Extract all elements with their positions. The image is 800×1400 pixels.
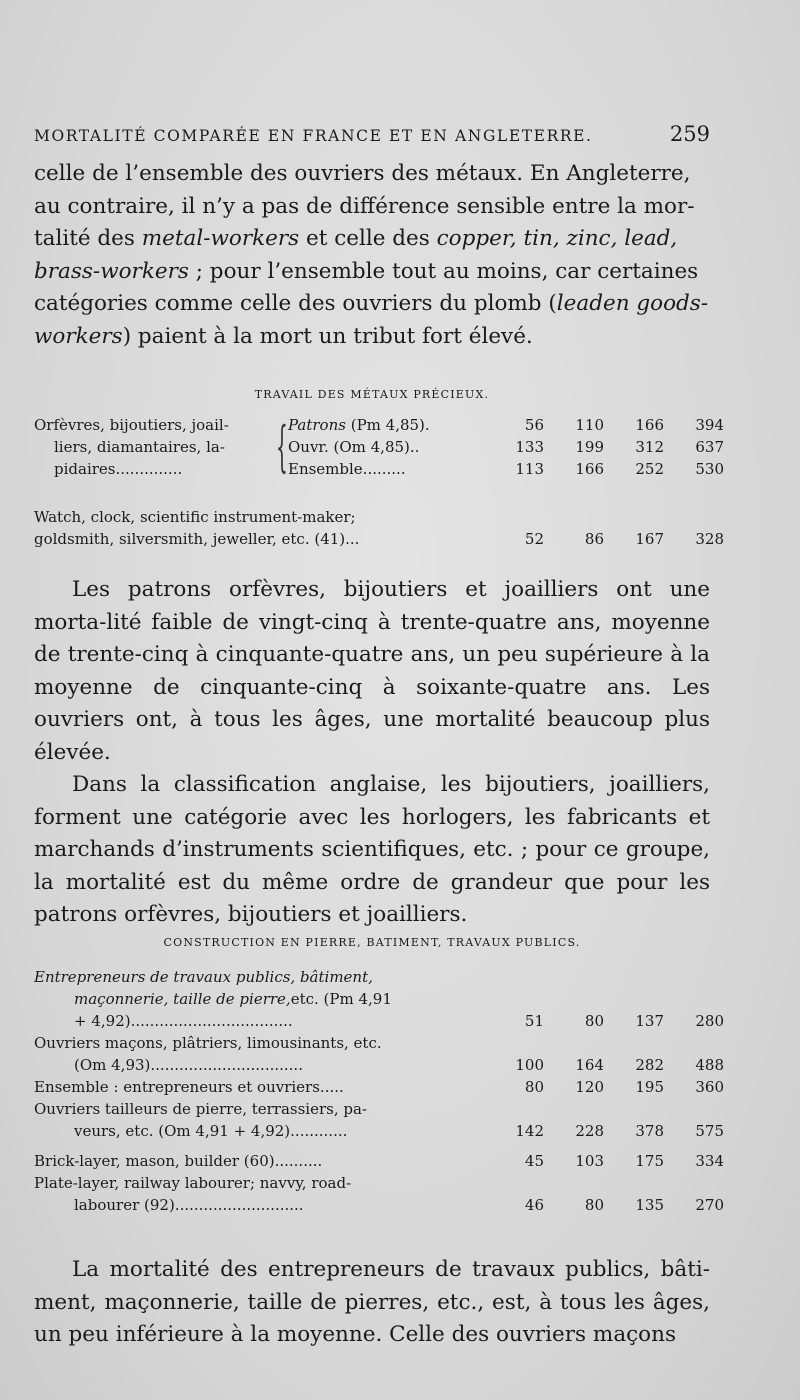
brace-rows <box>288 414 724 480</box>
table-row: + 4,92).................................. 51 80 137 280 <box>74 1012 724 1030</box>
table-row: veurs, etc. (Om 4,91 + 4,92)............ 142 228 378 575 <box>74 1122 724 1140</box>
table-row: maçonnerie, taille de pierre, etc. (Pm 4,91 <box>74 990 392 1008</box>
table-row: Ensemble : entrepreneurs et ouvriers..... 80 120 195 360 <box>34 1078 724 1096</box>
table-row: Entrepreneurs de travaux publics, bâtiment, <box>34 968 373 986</box>
table-row: Ensemble......... 113 166 252 530 <box>288 460 724 478</box>
text-line: workers) paient à la mort un tribut fort élevé. <box>34 323 533 349</box>
paragraph-metal-workers <box>34 158 710 353</box>
table-row: Plate-layer, railway labourer; navvy, road- <box>34 1174 352 1192</box>
table-row: Ouvr. (Om 4,85).. 133 199 312 637 <box>288 438 724 456</box>
text-line: talité des metal-workers et celle des copper, tin, zinc, lead, <box>34 226 678 251</box>
table-row: Ouvriers tailleurs de pierre, terrassiers, pa- <box>34 1100 368 1118</box>
text-line: catégories comme celle des ouvriers du plomb (leaden goods- <box>34 291 709 316</box>
running-header <box>34 122 710 146</box>
table-caption-precious-metals: TRAVAIL DES MÉTAUX PRÉCIEUX. <box>254 388 490 401</box>
paragraph-entrepreneurs: La mortalité des entrepreneurs de travaux publics, bâti-ment, maçonnerie, taille de pierres, etc., est, à tous les âges, un peu inférieure à la moyenne. Celle des ouvriers maçons <box>34 1257 710 1347</box>
table-row: (Om 4,93)................................ 100 164 282 488 <box>74 1056 724 1074</box>
brace-group <box>34 414 734 480</box>
table-precious-metals <box>34 414 734 550</box>
text-line: brass-workers ; pour l’ensemble tout au moins, car certaines <box>34 258 699 284</box>
paragraph-patrons-orfevres: Les patrons orfèvres, bijoutiers et joailliers ont une morta-lité faible de vingt-cinq à trente-quatre ans, moyenne de trente-cinq à cinquante-quatre ans, un peu supérieure à la moyenne de cinquante-cinq à soixante-quatre ans. Les ouvriers ont, à tous les âges, une mortalité beaucoup plus élevée. Dans la classification anglaise, les bijoutiers, joailliers, forment une catégorie avec les horlogers, les fabricants et marchands d’instruments scientifiques, etc. ; pour ce groupe, la mortalité est du même ordre de grandeur que pour les patrons orfèvres, bijoutiers et joailliers. <box>34 574 710 932</box>
text-line: au contraire, il n’y a pas de différence sensible entre la mor- <box>34 193 695 219</box>
group-label: Orfèvres, bijoutiers, joail- liers, diamantaires, la- pidaires.............. <box>34 416 229 478</box>
text-line: celle de l’ensemble des ouvriers des métaux. En Angleterre, <box>34 161 691 186</box>
table-caption-construction: CONSTRUCTION EN PIERRE, BATIMENT, TRAVAUX PUBLICS. <box>163 936 581 949</box>
running-title: MORTALITÉ COMPARÉE EN FRANCE ET EN ANGLETERRE. <box>34 127 593 145</box>
table-row: Brick-layer, mason, builder (60).......... 45 103 175 334 <box>34 1152 724 1170</box>
paragraph-classification: Dans la classification anglaise, les bijoutiers, joailliers, forment une catégorie avec les horlogers, les fabricants et marchands d’instruments scientifiques, etc. ; pour ce groupe, la mortalité est du même ordre de grandeur que pour les patrons orfèvres, bijoutiers et joailliers. <box>34 772 710 927</box>
table-row: labourer (92)........................... 46 80 135 270 <box>74 1196 724 1214</box>
page-number: 259 <box>669 122 710 146</box>
table-row: goldsmith, silversmith, jeweller, etc. (41)... 52 86 167 328 <box>34 530 724 548</box>
table-row: Watch, clock, scientific instrument-maker; <box>34 508 356 526</box>
table-row: Patrons (Pm 4,85). 56 110 166 394 <box>288 416 724 434</box>
table-construction <box>34 966 734 1216</box>
table-row: Ouvriers maçons, plâtriers, limousinants, etc. <box>34 1034 382 1052</box>
brace-symbol: { <box>275 415 288 478</box>
